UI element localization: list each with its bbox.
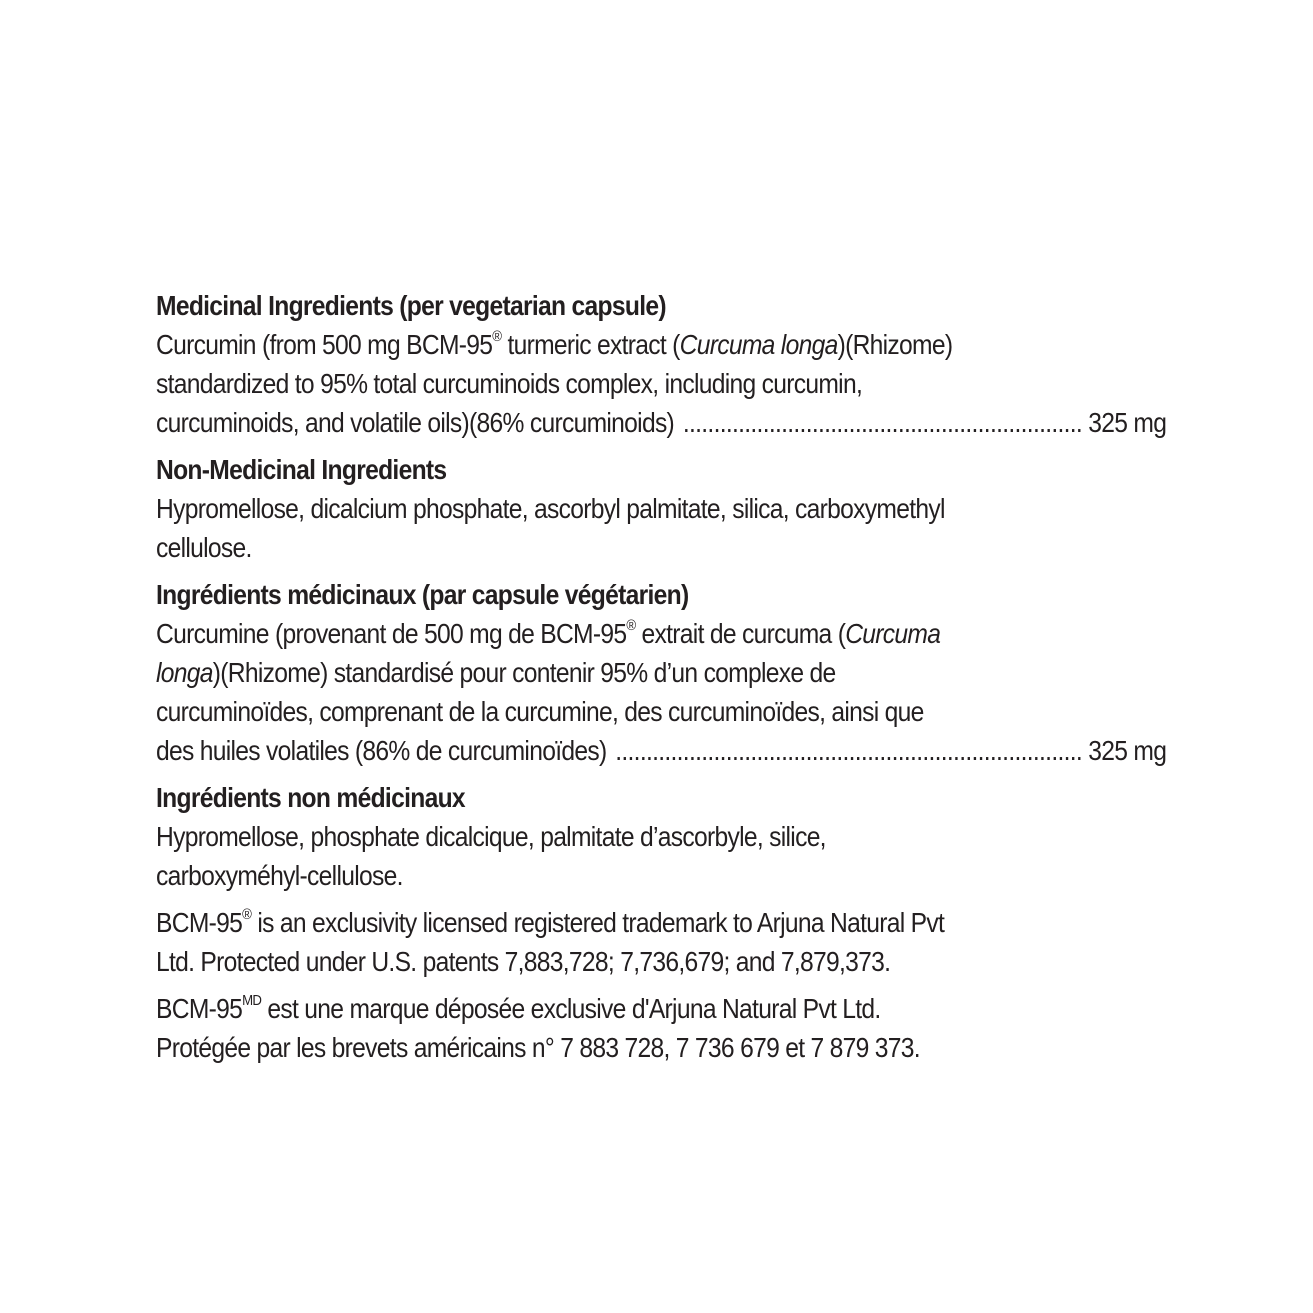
- medicinal-ingredients-fr: [156, 575, 1166, 770]
- non-medicinal-heading-fr: Ingrédients non médicinaux: [156, 782, 465, 813]
- text: )(Rhizome) standardisé pour contenir 95% d’un complexe de: [212, 657, 836, 688]
- latin-name: Curcuma: [845, 618, 941, 649]
- medicinal-dose-line-fr: [156, 731, 1166, 770]
- text: Curcumin (from 500 mg BCM-95: [156, 329, 493, 360]
- registered-mark: ®: [626, 616, 636, 634]
- md-mark: MD: [242, 991, 262, 1009]
- trademark-line-1-fr: [156, 989, 1166, 1028]
- non-medicinal-ingredients-en: [156, 450, 1166, 567]
- leader-dots: [683, 403, 1083, 442]
- medicinal-line-1-fr: [156, 614, 1166, 653]
- text: est une marque déposée exclusive d'Arjuna Natural Pvt Ltd.: [261, 993, 881, 1024]
- trademark-line-2-en: Ltd. Protected under U.S. patents 7,883,728; 7,736,679; and 7,879,373.: [156, 946, 891, 977]
- medicinal-dose-line-en: [156, 403, 1166, 442]
- medicinal-line-2-en: standardized to 95% total curcuminoids complex, including curcumin,: [156, 368, 863, 399]
- trademark-notice-en: [156, 903, 1166, 981]
- text: extrait de curcuma (: [635, 618, 846, 649]
- medicinal-line-1-en: [156, 325, 1166, 364]
- text: BCM-95: [156, 993, 243, 1024]
- medicinal-line-3-en: curcuminoids, and volatile oils)(86% curcuminoids): [156, 407, 675, 438]
- text: turmeric extract (: [501, 329, 680, 360]
- non-medicinal-line-1-en: Hypromellose, dicalcium phosphate, ascorbyl palmitate, silica, carboxymethyl: [156, 493, 945, 524]
- non-medicinal-line-1-fr: Hypromellose, phosphate dicalcique, palmitate d’ascorbyle, silice,: [156, 821, 826, 852]
- text: )(Rhizome): [837, 329, 953, 360]
- latin-name: Curcuma longa: [679, 329, 838, 360]
- medicinal-line-4-fr: des huiles volatiles (86% de curcuminoïdes): [156, 735, 607, 766]
- text: BCM-95: [156, 907, 243, 938]
- non-medicinal-heading-en: Non-Medicinal Ingredients: [156, 454, 447, 485]
- trademark-notice-fr: [156, 989, 1166, 1067]
- registered-mark: ®: [242, 905, 252, 923]
- trademark-line-1-en: [156, 903, 1166, 942]
- dose-amount-fr: 325 mg: [1088, 735, 1167, 766]
- trademark-line-2-fr: Protégée par les brevets américains n° 7 883 728, 7 736 679 et 7 879 373.: [156, 1032, 920, 1063]
- medicinal-line-3-fr: curcuminoïdes, comprenant de la curcumine, des curcuminoïdes, ainsi que: [156, 696, 924, 727]
- leader-dots: [615, 731, 1083, 770]
- registered-mark: ®: [492, 327, 502, 345]
- latin-name: longa: [156, 657, 213, 688]
- ingredients-label: [156, 286, 1166, 1075]
- medicinal-ingredients-en: [156, 286, 1166, 442]
- text: is an exclusivity licensed registered trademark to Arjuna Natural Pvt: [251, 907, 945, 938]
- dose-amount-en: 325 mg: [1088, 407, 1167, 438]
- non-medicinal-line-2-fr: carboxyméhyl-cellulose.: [156, 860, 403, 891]
- medicinal-line-2-fr: [156, 653, 1166, 692]
- text: Curcumine (provenant de 500 mg de BCM-95: [156, 618, 627, 649]
- non-medicinal-line-2-en: cellulose.: [156, 532, 252, 563]
- medicinal-heading-fr: Ingrédients médicinaux (par capsule végétarien): [156, 579, 689, 610]
- non-medicinal-ingredients-fr: [156, 778, 1166, 895]
- medicinal-heading-en: Medicinal Ingredients (per vegetarian capsule): [156, 290, 666, 321]
